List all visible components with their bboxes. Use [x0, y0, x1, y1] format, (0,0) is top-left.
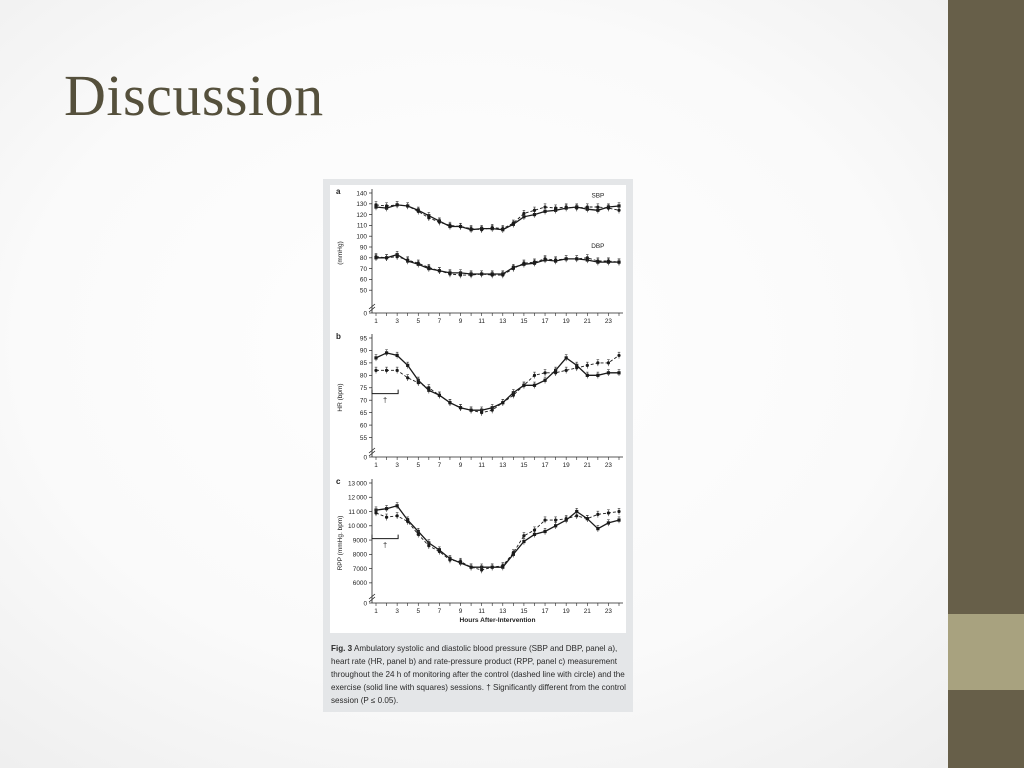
- data-point-circle: [448, 558, 451, 561]
- x-tick-label: 17: [541, 608, 549, 615]
- data-point-circle: [533, 374, 536, 377]
- data-point-circle: [565, 517, 568, 520]
- data-point-square: [406, 364, 409, 367]
- data-point-circle: [385, 516, 388, 519]
- data-point-circle: [469, 227, 472, 230]
- data-point-circle: [512, 267, 515, 270]
- y-tick-label: 140: [356, 190, 367, 198]
- data-point-circle: [385, 256, 388, 259]
- data-point-circle: [417, 381, 420, 384]
- data-point-circle: [512, 551, 515, 554]
- data-point-circle: [575, 514, 578, 517]
- x-tick-label: 17: [541, 462, 549, 469]
- y-tick-label: 6000: [352, 580, 367, 588]
- data-point-circle: [427, 266, 430, 269]
- data-point-square: [617, 371, 620, 374]
- data-point-circle: [533, 261, 536, 264]
- x-tick-label: 3: [395, 462, 399, 469]
- x-tick-label: 11: [478, 608, 485, 615]
- x-tick-label: 5: [416, 318, 421, 325]
- panel-letter: c: [336, 477, 341, 486]
- y-tick-label: 13 000: [347, 480, 367, 488]
- x-tick-label: 21: [583, 318, 591, 325]
- data-point-circle: [512, 222, 515, 225]
- y-tick-label: 9000: [352, 537, 367, 545]
- y-tick-label: 75: [359, 385, 367, 393]
- y-tick-label: 55: [359, 434, 367, 442]
- figure-background: [330, 185, 626, 633]
- data-point-circle: [596, 361, 599, 364]
- data-point-circle: [543, 205, 546, 208]
- x-tick-label: 15: [520, 462, 528, 469]
- data-point-circle: [459, 406, 462, 409]
- y-tick-label: 70: [359, 397, 367, 405]
- data-point-circle: [533, 528, 536, 531]
- data-point-circle: [522, 262, 525, 265]
- y-axis-label: HR (bpm): [337, 383, 344, 412]
- y-tick-label: 130: [356, 201, 367, 209]
- data-point-circle: [417, 533, 420, 536]
- data-point-circle: [617, 261, 620, 264]
- data-point-circle: [565, 257, 568, 260]
- data-point-circle: [459, 225, 462, 228]
- data-point-circle: [491, 273, 494, 276]
- annotation-dbp: DBP: [591, 243, 605, 251]
- data-point-circle: [575, 207, 578, 210]
- significance-dagger: †: [382, 395, 388, 405]
- data-point-circle: [512, 394, 515, 397]
- y-tick-label: 60: [359, 422, 367, 430]
- data-point-square: [385, 351, 388, 354]
- data-point-circle: [396, 514, 399, 517]
- figure-caption: [331, 642, 631, 707]
- y-tick-label: 80: [359, 255, 367, 263]
- data-point-circle: [522, 384, 525, 387]
- y-tick-label: 10 000: [347, 523, 367, 531]
- data-point-square: [617, 518, 620, 521]
- x-tick-label: 13: [499, 318, 507, 325]
- data-point-circle: [554, 518, 557, 521]
- slide-title: Discussion: [64, 63, 324, 128]
- data-point-square: [543, 530, 546, 533]
- x-tick-label: 13: [499, 462, 507, 469]
- x-tick-label: 7: [437, 318, 442, 325]
- data-point-circle: [501, 401, 504, 404]
- data-point-circle: [406, 258, 409, 261]
- data-point-circle: [491, 566, 494, 569]
- data-point-circle: [417, 262, 420, 265]
- y-tick-label: 0: [363, 310, 367, 318]
- y-tick-label: 0: [363, 600, 367, 608]
- x-tick-label: 15: [520, 608, 528, 615]
- x-tick-label: 13: [499, 608, 507, 615]
- x-tick-label: 1: [374, 318, 378, 325]
- y-tick-label: 60: [359, 276, 367, 284]
- data-point-circle: [427, 386, 430, 389]
- data-point-circle: [448, 272, 451, 275]
- y-tick-label: 95: [359, 335, 367, 343]
- data-point-circle: [406, 204, 409, 207]
- y-tick-label: 120: [356, 211, 367, 219]
- data-point-square: [565, 356, 568, 359]
- data-point-circle: [459, 560, 462, 563]
- data-point-circle: [596, 205, 599, 208]
- data-point-circle: [427, 216, 430, 219]
- y-tick-label: 90: [359, 244, 367, 252]
- x-tick-label: 9: [458, 318, 463, 325]
- data-point-circle: [438, 394, 441, 397]
- data-point-circle: [533, 209, 536, 212]
- data-point-circle: [501, 564, 504, 567]
- data-point-square: [533, 384, 536, 387]
- data-point-circle: [469, 273, 472, 276]
- x-tick-label: 9: [458, 608, 463, 615]
- panel-letter: a: [336, 187, 341, 196]
- data-point-circle: [438, 221, 441, 224]
- sidebar-accent-block: [948, 614, 1024, 690]
- x-tick-label: 19: [562, 608, 570, 615]
- significance-dagger: †: [382, 540, 388, 550]
- data-point-circle: [406, 376, 409, 379]
- data-point-circle: [565, 205, 568, 208]
- x-tick-label: 23: [604, 608, 612, 615]
- data-point-circle: [385, 369, 388, 372]
- data-point-circle: [586, 256, 589, 259]
- data-point-circle: [607, 207, 610, 210]
- data-point-circle: [480, 411, 483, 414]
- y-tick-label: 7000: [352, 565, 367, 573]
- data-point-circle: [565, 369, 568, 372]
- data-point-circle: [543, 518, 546, 521]
- data-point-circle: [480, 228, 483, 231]
- data-point-circle: [438, 550, 441, 553]
- data-point-circle: [374, 255, 377, 258]
- y-tick-label: 70: [359, 265, 367, 273]
- data-point-circle: [596, 259, 599, 262]
- x-tick-label: 21: [583, 462, 591, 469]
- data-point-circle: [385, 204, 388, 207]
- data-point-circle: [617, 209, 620, 212]
- x-tick-label: 15: [520, 318, 528, 325]
- data-point-circle: [522, 212, 525, 215]
- x-tick-label: 17: [541, 318, 549, 325]
- y-tick-label: 85: [359, 360, 367, 368]
- x-tick-label: 1: [374, 608, 378, 615]
- x-tick-label: 23: [604, 318, 612, 325]
- caption-label: Fig. 3: [331, 644, 353, 653]
- data-point-circle: [417, 210, 420, 213]
- y-axis-label: RPP (mmHg. bpm): [337, 515, 344, 571]
- data-point-square: [554, 524, 557, 527]
- y-tick-label: 110: [356, 222, 367, 230]
- data-point-circle: [396, 369, 399, 372]
- panel-letter: b: [336, 332, 341, 341]
- x-tick-label: 3: [395, 318, 399, 325]
- data-point-circle: [607, 511, 610, 514]
- data-point-circle: [448, 401, 451, 404]
- y-tick-label: 80: [359, 372, 367, 380]
- x-tick-label: 19: [562, 462, 570, 469]
- caption-text: Ambulatory systolic and diastolic blood pressure (SBP and DBP, panel a), heart rate (HR, panel b) and rate-pressure product (RPP, panel c) measurement throughout the 24 h of monitoring after the control (dashed line with circle) and the exercise (solid line with squares) sessions. † Significantly different from the control session (P ≤ 0.05).: [331, 644, 626, 705]
- x-tick-label: 7: [437, 462, 442, 469]
- data-point-square: [596, 374, 599, 377]
- data-point-square: [586, 374, 589, 377]
- data-point-square: [543, 379, 546, 382]
- data-point-circle: [554, 207, 557, 210]
- x-axis-title: Hours After-Intervention: [459, 617, 536, 624]
- data-point-square: [522, 540, 525, 543]
- x-tick-label: 11: [478, 318, 485, 325]
- data-point-square: [396, 354, 399, 357]
- data-point-circle: [469, 409, 472, 412]
- data-point-circle: [406, 520, 409, 523]
- y-tick-label: 50: [359, 287, 367, 295]
- x-tick-label: 11: [478, 462, 485, 469]
- data-point-circle: [522, 534, 525, 537]
- data-point-circle: [396, 203, 399, 206]
- x-tick-label: 3: [395, 608, 399, 615]
- x-tick-label: 7: [437, 608, 442, 615]
- y-tick-label: 8000: [352, 551, 367, 559]
- x-tick-label: 21: [583, 608, 591, 615]
- data-point-circle: [480, 568, 483, 571]
- data-point-circle: [596, 513, 599, 516]
- data-point-circle: [617, 354, 620, 357]
- data-point-circle: [554, 371, 557, 374]
- data-point-circle: [491, 409, 494, 412]
- data-point-circle: [543, 257, 546, 260]
- figure-panel: [323, 179, 633, 712]
- data-point-circle: [586, 205, 589, 208]
- data-point-square: [385, 507, 388, 510]
- data-point-circle: [586, 364, 589, 367]
- data-point-circle: [501, 227, 504, 230]
- data-point-square: [374, 356, 377, 359]
- data-point-circle: [575, 366, 578, 369]
- data-point-square: [396, 504, 399, 507]
- data-point-circle: [586, 517, 589, 520]
- x-tick-label: 19: [562, 318, 570, 325]
- data-point-circle: [374, 203, 377, 206]
- data-point-square: [596, 527, 599, 530]
- data-point-circle: [554, 258, 557, 261]
- data-point-circle: [427, 544, 430, 547]
- data-point-circle: [543, 371, 546, 374]
- data-point-circle: [374, 511, 377, 514]
- figure-chart: [323, 179, 633, 639]
- data-point-circle: [469, 566, 472, 569]
- x-tick-label: 23: [604, 462, 612, 469]
- data-point-square: [607, 521, 610, 524]
- x-tick-label: 5: [416, 608, 421, 615]
- y-tick-label: 11 000: [348, 508, 367, 516]
- data-point-circle: [617, 510, 620, 513]
- x-tick-label: 9: [458, 462, 463, 469]
- y-tick-label: 90: [359, 347, 367, 355]
- annotation-sbp: SBP: [591, 192, 605, 200]
- y-tick-label: 65: [359, 409, 367, 417]
- data-point-square: [607, 371, 610, 374]
- data-point-circle: [607, 259, 610, 262]
- y-tick-label: 0: [363, 454, 367, 462]
- data-point-circle: [448, 224, 451, 227]
- data-point-circle: [438, 269, 441, 272]
- data-point-circle: [396, 255, 399, 258]
- y-tick-label: 12 000: [347, 494, 367, 502]
- x-tick-label: 5: [416, 462, 421, 469]
- y-tick-label: 100: [356, 233, 367, 241]
- y-axis-label: (mmHg): [337, 241, 344, 265]
- data-point-circle: [480, 272, 483, 275]
- data-point-circle: [501, 273, 504, 276]
- data-point-circle: [575, 257, 578, 260]
- data-point-circle: [459, 273, 462, 276]
- data-point-circle: [607, 361, 610, 364]
- x-tick-label: 1: [374, 462, 378, 469]
- data-point-circle: [491, 226, 494, 229]
- data-point-circle: [374, 369, 377, 372]
